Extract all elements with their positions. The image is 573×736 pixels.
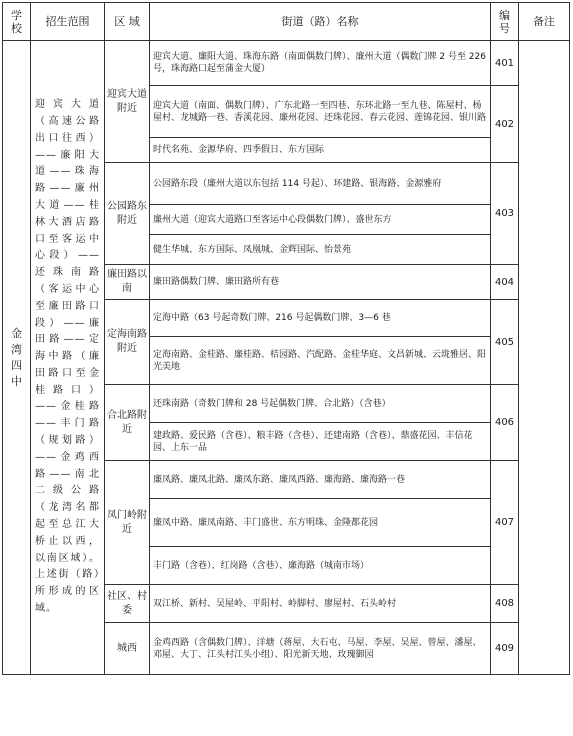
code-402: 402 <box>491 86 519 163</box>
area-hebei: 合北路附近 <box>105 385 150 461</box>
header-streets: 街道（路）名称 <box>150 3 491 41</box>
enrollment-table <box>2 2 570 675</box>
code-405: 405 <box>491 300 519 385</box>
header-row <box>3 3 570 41</box>
streets-403-b: 廉州大道（迎宾大道路口至客运中心段偶数门牌）、盛世东方 <box>150 205 491 235</box>
school-cell: 金湾四中 <box>3 41 31 675</box>
code-404: 404 <box>491 265 519 300</box>
header-code: 编号 <box>491 3 519 41</box>
enrollment-range: 迎宾大道（高速公路出口往西）——廉阳大道——珠海路——廉州大道——桂林大酒店路口至客运中心段）——还珠南路（客运中心至廉田路口段）——廉田路——定海中路（廉田路口至金桂路口）——金桂路——丰门路（规划路）——金鸡西路——南北二级公路（龙湾名都起至总江大桥止以西，以南区域）。上述街（路）所形成的区域。 <box>31 41 105 675</box>
header-area: 区 域 <box>105 3 150 41</box>
streets-407-a: 廉凤路、廉凤北路、廉凤东路、廉凤西路、廉海路、廉海路一巷 <box>150 461 491 499</box>
streets-402-a: 迎宾大道（南面、偶数门牌）、广东北路一至四巷、东环北路一至九巷、陈屋村、杨屋村、龙城路一巷、香溪花园、廉州花园、还珠花园、春云花园、莲锦花园、银川路 <box>150 86 491 138</box>
header-note: 备注 <box>519 3 570 41</box>
area-dinghai: 定海南路附近 <box>105 300 150 385</box>
code-409: 409 <box>491 623 519 675</box>
code-407: 407 <box>491 461 519 585</box>
streets-406-a: 还珠南路（奇数门牌和 28 号起偶数门牌、合北路）（含巷） <box>150 385 491 423</box>
area-chengxi: 城西 <box>105 623 150 675</box>
streets-407-c: 丰门路（含巷）、红岗路（含巷）、廉海路（城南市场） <box>150 547 491 585</box>
code-403: 403 <box>491 163 519 265</box>
streets-407-b: 廉凤中路、廉凤南路、丰门盛世、东方明珠、金隆都花园 <box>150 499 491 547</box>
streets-406-b: 建政路、爱民路（含巷）、粮丰路（含巷）、还建南路（含巷）、鼎盛花园、丰信花园、上东一品 <box>150 423 491 461</box>
area-community: 社区、村委 <box>105 585 150 623</box>
area-gongyuan: 公园路东附近 <box>105 163 150 265</box>
streets-408: 双江桥、新村、吴屋岭、平阳村、岭脚村、廖屋村、石头岭村 <box>150 585 491 623</box>
streets-403-c: 健生华城、东方国际、凤凰城、金辉国际、怡景苑 <box>150 235 491 265</box>
code-408: 408 <box>491 585 519 623</box>
area-yingbin: 迎宾大道附近 <box>105 41 150 163</box>
area-liantian: 廉田路以南 <box>105 265 150 300</box>
streets-403-a: 公园路东段（廉州大道以东包括 114 号起）、环建路、银海路、金源雅府 <box>150 163 491 205</box>
streets-405-a: 定海中路（63 号起奇数门牌、216 号起偶数门牌、3—6 巷 <box>150 300 491 337</box>
streets-401: 迎宾大道、廉阳大道、珠海东路（南面偶数门牌）、廉州大道（偶数门牌 2 号至 226 号，珠海路口起至蒲金大厦） <box>150 41 491 86</box>
area-fengmenling: 凤门岭附近 <box>105 461 150 585</box>
header-school: 学校 <box>3 3 31 41</box>
header-range: 招生范围 <box>31 3 105 41</box>
streets-405-b: 定海南路、金桂路、廉桂路、桔园路、汽配路、金桂华庭、文昌新城、云珑雅居、阳光美地 <box>150 337 491 385</box>
table-row <box>3 41 570 86</box>
streets-404: 廉田路偶数门牌、廉田路所有巷 <box>150 265 491 300</box>
note-cell <box>519 41 570 675</box>
streets-402-b: 时代名苑、金源华府、四季假日、东方国际 <box>150 138 491 163</box>
code-401: 401 <box>491 41 519 86</box>
streets-409: 金鸡西路（含偶数门牌）、洋塘（蒋屋、大石屯、马屋、李屋、吴屋、曾屋、潘屋、邓屋、大丁、江头村江头小组）、阳光新天地、玫瑰御园 <box>150 623 491 675</box>
code-406: 406 <box>491 385 519 461</box>
